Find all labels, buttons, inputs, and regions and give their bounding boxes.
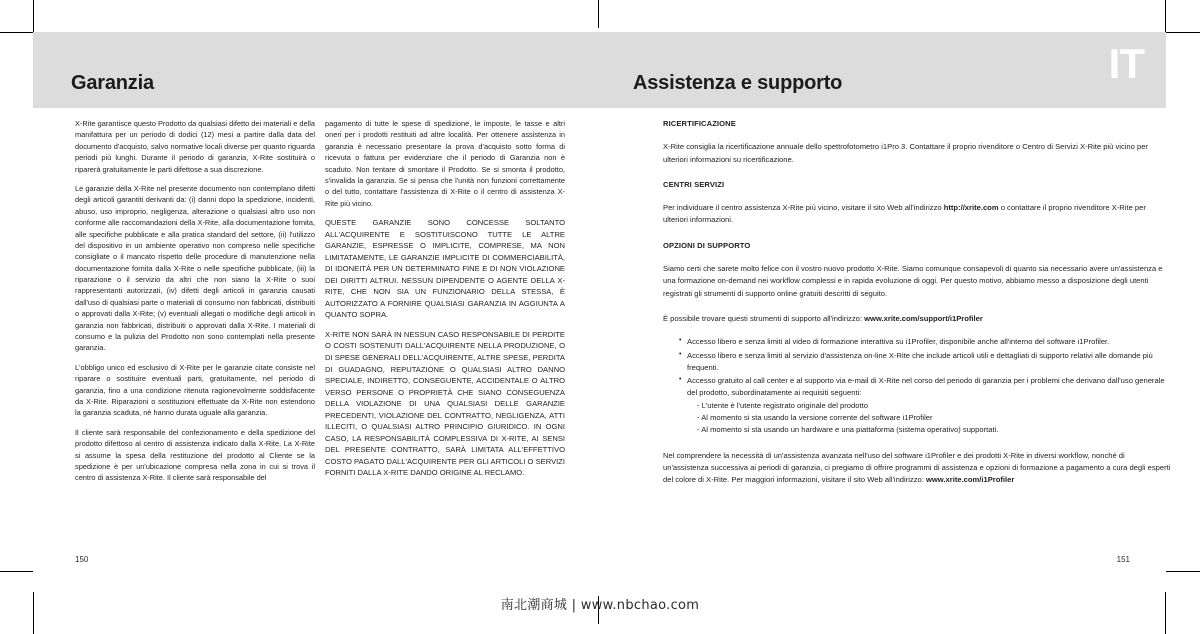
left-page	[33, 108, 599, 572]
paragraph-centri-servizi	[663, 202, 1171, 227]
list-item-text: Accesso gratuito al call center e al supporto via e-mail di X-Rite nel corso del periodo di garanzia per i problemi che derivano dall'uso generale del prodotto, subordinatamente ai requisiti seguenti:	[687, 376, 1165, 398]
support-benefits-list	[663, 336, 1171, 436]
heading-centri-servizi: CENTRI SERVIZI	[663, 179, 725, 189]
crop-mark-top-center-fold	[598, 0, 599, 28]
list-item: • Accesso libero e senza limiti al servizio d'assistenza on-line X-Rite che include articoli utili e dettagliati di supporto relativi alle domande più frequenti.	[679, 350, 1171, 375]
requirement-item: - L'utente è l'utente registrato originale del prodotto	[697, 400, 868, 410]
i1profiler-website-link[interactable]: www.xrite.com/i1Profiler	[925, 475, 1015, 485]
language-badge: IT	[1108, 40, 1144, 87]
paragraph-limitation-of-liability: X-RITE NON SARÀ IN NESSUN CASO RESPONSABILE DI PERDITE O COSTI SOSTENUTI DALL'ACQUIRENTE NELLA PRODUZIONE, O DI SPESE GENERALI DELL'ACQUIRENTE, ALTRE SPESE, PERDITA DI GUADAGNO, REPUTAZIONE O QUALSIASI ALTRO DANNO SPECIALE, INDIRETTO, CONSEGUENTE, ACCIDENTALE O ALTRO VERSO PERSONE O PROPRIETÀ CHE SIANO CONSEGUENZA DELLA VIOLAZIONE DI UNA QUALSIASI DELLE GARANZIE PRECEDENTI, VIOLAZIONE DEL CONTRATTO, NEGLIGENZA, ATTI ILLECITI, O QUALSIASI ALTRO PRINCIPIO GIURIDICO. IN OGNI CASO, LA RESPONSABILITÀ COMPLESSIVA DI X-RITE, AI SENSI DEL PRESENTE CONTRATTO, SARÀ LIMITATA ALL'EFFETTIVO COSTO PAGATO DALL'ACQUIRENTE PER GLI ARTICOLI O SERVIZI FORNITI DALLA X-RITE DANDO ORIGINE AL RECLAMO.	[325, 329, 565, 478]
paragraph: X-Rite garantisce questo Prodotto da qualsiasi difetto dei materiali e della manifattura per un periodo di dodici (12) mesi a partire dalla data del documento d'acquisto, salvo normative locali diverse per quanto riguarda periodi più lunghi. Durante il periodo di garanzia, X-Rite sostituirà o riparerà gratuitamente le parti difettose a sua discrezione.	[75, 119, 315, 174]
page-title-left: Garanzia	[71, 72, 154, 95]
watermark: 南北潮商城 | www.nbchao.com	[500, 598, 700, 613]
paragraph: Il cliente sarà responsabile del confezionamento e della spedizione del prodotto difettoso al centro di assistenza indicato dalla X-Rite. La X-Rite si assume la spesa della restituzione del prodotto al Cliente se la spedizione è per un'ubicazione compresa nella zona in cui si trova il centro di assistenza X-Rite. Il cliente sarà responsabile del	[75, 427, 315, 483]
paragraph: L'obbligo unico ed esclusivo di X-Rite per le garanzie citate consiste nel riparare o sostituire eventuali parti, gratuitamente, nel periodo di garanzia, fino a una condizione ritenuta ragionevolmente soddisfacente da X-Rite. Riparazioni o sostituzioni effettuate da X-Rite non estendono la garanzia scaduta, né hanno durata uguale alla garanzia.	[75, 362, 315, 418]
right-page	[599, 108, 1171, 572]
page-number-right: 151	[1116, 555, 1130, 564]
paragraph-support-closing	[663, 450, 1171, 487]
page-number-left: 150	[75, 555, 89, 564]
paragraph-support-tools-lead	[663, 313, 1171, 325]
paragraph-support-intro: Siamo certi che sarete molto felice con il vostro nuovo prodotto X-Rite. Siamo comunque consapevoli di quanto sia necessario avere un'assistenza e una formazione on-demand nei workflow complessi e in rapida evoluzione di oggi. Per questo motivo, abbiamo messo a disposizione degli utenti registrati gli strumenti di supporto online gratuiti descritti di seguito.	[663, 264, 1163, 298]
xrite-website-link[interactable]: http://xrite.com	[943, 203, 999, 213]
support-tools-link[interactable]: www.xrite.com/support/i1Profiler	[864, 313, 983, 323]
header-band	[33, 32, 1166, 108]
page-spread	[33, 32, 1171, 572]
heading-opzioni-di-supporto: OPZIONI DI SUPPORTO	[663, 240, 751, 250]
text-before-link: Per individuare il centro assistenza X-Rite più vicino, visitare il sito Web all'indirizzo	[663, 203, 944, 213]
warranty-column-a	[75, 118, 315, 492]
page-title-right: Assistenza e supporto	[633, 72, 843, 95]
requirement-item: - Al momento si sta usando la versione corrente del software i1Profiler	[697, 413, 933, 423]
paragraph-disclaimer-warranties: QUESTE GARANZIE SONO CONCESSE SOLTANTO ALL'ACQUIRENTE E SOSTITUISCONO TUTTE LE ALTRE GARANZIE, ESPRESSE O IMPLICITE, COMPRESE, MA NON LIMITATAMENTE, LE GARANZIE IMPLICITE DI COMMERCIABILITÀ, DI IDONEITÀ PER UN DETERMINATO FINE E DI NON VIOLAZIONE DEI DIRITTI ALTRUI. NESSUN DIPENDENTE O AGENTE DELLA X-RITE, CHE NON SIA UN FUNZIONARIO DELLA STESSA, È AUTORIZZATO A FORNIRE QUALSIASI GARANZIA IN AGGIUNTA A QUANTO SOPRA.	[325, 218, 565, 320]
list-item	[679, 375, 1171, 436]
paragraph-ricertificazione: X-Rite consiglia la ricertificazione annuale dello spettrofotometro i1Pro 3. Contattare il proprio rivenditore o Centro di Servizi X-Rite più vicino per ulteriori informazioni su ricertificazione.	[663, 142, 1148, 164]
list-item: • Accesso libero e senza limiti al video di formazione interattiva su i1Profiler, disponibile anche all'interno del software i1Profiler.	[679, 336, 1171, 348]
paragraph: pagamento di tutte le spese di spedizione, le imposte, le tasse e altri oneri per i prodotti restituiti ad altre località. Per ottenere assistenza in garanzia è necessario presentare la prova d'acquisto sotto forma di ricevuta o fattura per evidenziare che il periodo di Garanzia non è scaduto. Non tentare di smontare il Prodotto. Se si smonta il prodotto, s'invalida la garanzia. Se si pensa che l'unità non funzioni correttamente o del tutto, contattare l'assistenza di X-Rite o il centro di assistenza X-Rite più vicino.	[325, 119, 565, 208]
heading-ricertificazione: RICERTIFICAZIONE	[663, 119, 736, 128]
requirement-item: - Al momento si sta usando un hardware e una piattaforma (sistema operativo) supportati.	[697, 425, 999, 435]
text-before-link: Nel comprendere la necessità di un'assistenza avanzata nell'uso del software i1Profiler e dei prodotti X-Rite in diversi workflow, nonché di un'assistenza successiva ai periodi di garanzia, ci pregiamo di offrire programmi di assistenza e opzioni di formazione a pagamento a cura degli esperti del colore di X-Rite. Per maggiori informazioni, visitare il sito Web all'indirizzo:	[663, 450, 1171, 485]
paragraph: Le garanzie della X-Rite nel presente documento non contemplano difetti degli articoli garantiti derivanti da: (i) danni dopo la spedizione, incidenti, abuso, uso improprio, negligenza, alterazione o qualsiasi altro uso non conforme alle raccomandazioni della X-Rite, alla documentazione fornita, alle specifiche pubblicate e alla pratica standard del settore, (ii) l'utilizzo del dispositivo in un ambiente operativo non compreso nelle specifiche consigliate o il mancato rispetto delle procedure di manutenzione nella documentazione fornita dalla X-Rite o nelle specifiche pubblicate, (iii) la riparazione o il servizio da altri che non siano la X-Rite o suoi rappresentanti autorizzati, (iv) difetti degli articoli in garanzia causati dall'uso di qualsiasi parte o materiali di consumo non fabbricati, distribuiti o approvati dalla X-Rite; (v) eventuali allegati o modifiche degli articoli in garanzia non fabbricati, distribuiti o approvati dalla X-Rite. I materiali di consumo e la pulizia del Prodotto non sono contemplati nella presente garanzia.	[75, 183, 315, 353]
warranty-column-b	[325, 118, 565, 487]
text-before-link: È possibile trovare questi strumenti di supporto all'indirizzo:	[663, 313, 865, 323]
text-after-link: o contattare il proprio rivenditore X-Rite per ulteriori informazioni.	[663, 203, 1146, 225]
support-content	[663, 118, 1171, 500]
